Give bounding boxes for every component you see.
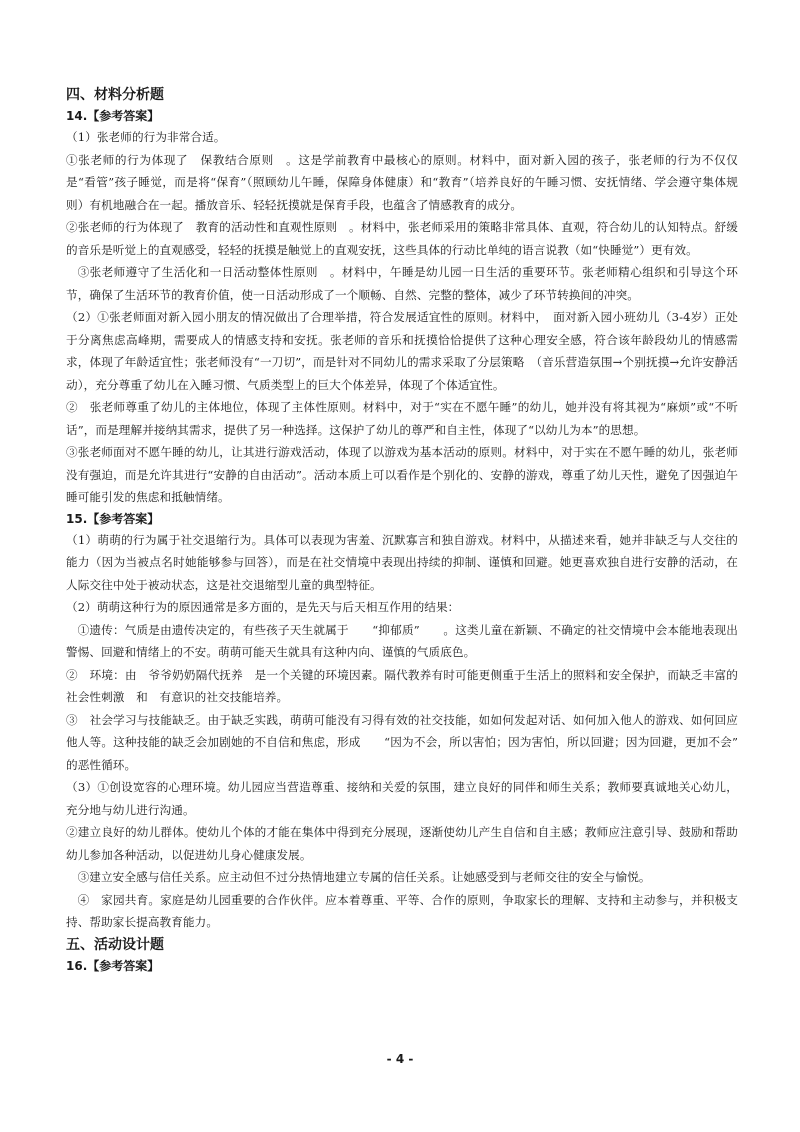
q14-paragraph: （2）①张老师面对新入园小朋友的情况做出了合理举措，符合发展适宜性的原则。材料中， 面对新入园小班幼儿（3-4岁）正处于分离焦虑高峰期，需要成人的情感支持和安抚。张老师的音乐和抚摸恰恰提供了这种心理安全感，符合该年龄段幼儿的情感需求，体现了年龄适宜性；张老师没有“一刀切”，而是针对不同幼儿的需求采取了分层策略 （音乐营造氛围→个别抚摸→允许安静活动），充分尊重了幼儿在入睡习惯、气质类型上的巨大个体差异，体现了个体适宜性。 <box>66 310 738 392</box>
question-15-label: 15.【参考答案】 <box>66 511 160 526</box>
q14-paragraph: ①张老师的行为体现了 保教结合原则 。这是学前教育中最核心的原则。材料中，面对新入园的孩子，张老师的行为不仅仅是“看管”孩子睡觉，而是将“保育”（照顾幼儿午睡，保障身体健康）和“教育”（培养良好的午睡习惯、安抚情绪、学会遵守集体规则）有机地融合在一起。播放音乐、轻轻抚摸就是保育手段，也蕴含了情感教育的成分。 <box>66 152 738 212</box>
q15-paragraph: ①遗传：气质是由遗传决定的，有些孩子天生就属于 “抑郁质” 。这类儿童在新颖、不确定的社交情境中会本能地表现出警惕、回避和情绪上的不安。萌萌可能天生就具有这种内向、谨慎的气质底色。 <box>66 622 738 659</box>
q15-paragraph: ②建立良好的幼儿群体。使幼儿个体的才能在集体中得到充分展现，逐渐使幼儿产生自信和自主感；教师应注意引导、鼓励和帮助幼儿参加各种活动，以促进幼儿身心健康发展。 <box>66 825 738 862</box>
page-number: - 4 - <box>386 1052 414 1066</box>
q14-paragraph: ③张老师遵守了生活化和一日活动整体性原则 。材料中，午睡是幼儿园一日生活的重要环节。张老师精心组织和引导这个环节，确保了生活环节的教育价值，使一日活动形成了一个顺畅、自然、完整的整体，减少了环节转换间的冲突。 <box>66 265 738 302</box>
q15-paragraph: （1）萌萌的行为属于社交退缩行为。具体可以表现为害羞、沉默寡言和独自游戏。材料中，从描述来看，她并非缺乏与人交往的能力（因为当被点名时她能够参与回答），而是在社交情境中表现出持续的抑制、谨慎和回避。她更喜欢独自进行安静的活动，在人际交往中处于被动状态，这是社交退缩型儿童的典型特征。 <box>66 532 738 592</box>
document-page <box>66 84 762 976</box>
q15-paragraph: （2）萌萌这种行为的原因通常是多方面的，是先天与后天相互作用的结果： <box>66 600 460 614</box>
section-title-activity-design: 五、活动设计题 <box>66 936 164 953</box>
question-14-label: 14.【参考答案】 <box>66 109 160 123</box>
q15-paragraph: （3）①创设宽容的心理环境。幼儿园应当营造尊重、接纳和关爱的氛围，建立良好的同伴和师生关系；教师要真诚地关心幼儿，充分地与幼儿进行沟通。 <box>66 780 738 817</box>
q15-paragraph: ③ 社会学习与技能缺乏。由于缺乏实践，萌萌可能没有习得有效的社交技能，如如何发起对话、如何加入他人的游戏、如何回应他人等。这种技能的缺乏会加剧她的不自信和焦虑，形成 “因为不会，所以害怕；因为害怕，所以回避；因为回避，更加不会” 的恶性循环。 <box>66 712 762 772</box>
q15-paragraph: ② 环境：由 爷爷奶奶隔代抚养 是一个关键的环境因素。隔代教养有时可能更侧重于生活上的照料和安全保护，而缺乏丰富的社会性刺激 和 有意识的社交技能培养。 <box>66 667 738 704</box>
q15-paragraph: ③建立安全感与信任关系。应主动但不过分热情地建立专属的信任关系。让她感受到与老师交往的安全与愉悦。 <box>77 870 651 884</box>
q15-paragraph: ④ 家园共育。家庭是幼儿园重要的合作伙伴。应本着尊重、平等、合作的原则，争取家长的理解、支持和主动参与，并积极支持、帮助家长提高教育能力。 <box>66 892 738 929</box>
q14-paragraph: （1）张老师的行为非常合适。 <box>66 130 226 144</box>
question-16-label: 16.【参考答案】 <box>66 958 160 973</box>
q14-paragraph: ②张老师的行为体现了 教育的活动性和直观性原则 。材料中，张老师采用的策略非常具体、直观，符合幼儿的认知特点。舒缓的音乐是听觉上的直观感受，轻轻的抚摸是触觉上的直观安抚，这些具体的行动比单纯的语言说教（如“快睡觉”）更有效。 <box>66 220 738 257</box>
q14-paragraph: ③张老师面对不愿午睡的幼儿，让其进行游戏活动，体现了以游戏为基本活动的原则。材料中，对于实在不愿午睡的幼儿，张老师没有强迫，而是允许其进行“安静的自由活动”。活动本质上可以看作是个别化的、安静的游戏，尊重了幼儿天性，避免了因强迫午睡可能引发的焦虑和抵触情绪。 <box>66 445 738 504</box>
section-title-materials-analysis: 四、材料分析题 <box>66 87 164 103</box>
q14-paragraph: ② 张老师尊重了幼儿的主体地位，体现了主体性原则。材料中，对于“实在不愿午睡”的幼儿，她并没有将其视为“麻烦”或“不听话”，而是理解并接纳其需求，提供了另一种选择。这保护了幼儿的尊严和自主性，体现了“以幼儿为本”的思想。 <box>66 400 738 437</box>
